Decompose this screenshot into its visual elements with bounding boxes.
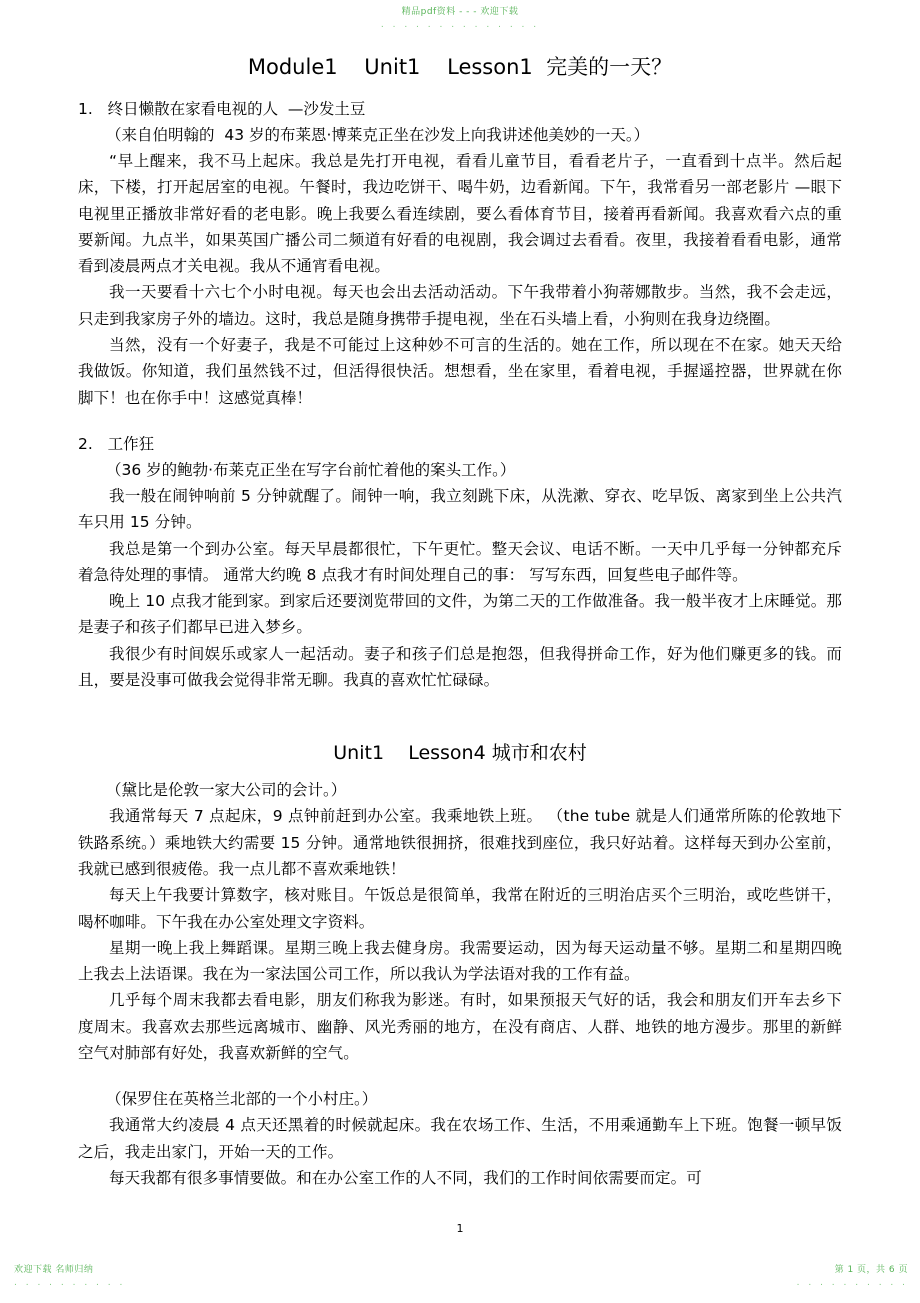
page-title: Module1 Unit1 Lesson1 完美的一天？ [247,55,673,79]
section-block-paul [78,1086,842,1191]
footer-watermark-left-text: 欢迎下载 名师归纳 [14,1265,94,1275]
header-watermark-dots: . . . . . . . . . . . . . . [380,20,540,30]
footer-page-indicator: 第 1 页，共 6 页 [834,1265,908,1275]
item-2-heading: 2. 工作狂 [78,434,155,453]
spacer [78,411,842,431]
debbie-paragraph-3: 星期一晚上我上舞蹈课。星期三晚上我去健身房。我需要运动，因为每天运动量不够。星期二和星期四晚上我去上法语课。我在为一家法国公司工作，所以我认为学法语对我的工作有益。 [78,938,842,984]
debbie-paragraph-1: 我通常每天 7 点起床，9 点钟前赶到办公室。我乘地铁上班。 （the tube 就是人们通常所陈的伦敦地下铁路系统。）乘地铁大约需要 15 分钟。通常地铁很拥挤，很难找到座位，我只好站着。这样每天到办公室前，我就已感到很疲倦。我一点儿都不喜欢乘地铁！ [78,807,842,878]
document-body [78,50,842,1191]
footer-watermark-right [797,1264,908,1289]
item-2-paragraph-4: 我很少有时间娱乐或家人一起活动。妻子和孩子们总是抱怨，但我得拼命工作，好为他们赚更多的钱。而且，要是没事可做我会觉得非常无聊。我真的喜欢忙忙碌碌。 [78,644,842,690]
page-number: 1 [456,1222,464,1235]
item-1-paragraph-1: “早上醒来，我不马上起床。我总是先打开电视，看看儿童节目，看看老片子，一直看到十点半。然后起床，下楼，打开起居室的电视。午餐时，我边吃饼干、喝牛奶，边看新闻。下午，我常看另一部老影片 —眼下电视里正播放非常好看的老电影。晚上我要么看连续剧，要么看体育节目，接着再看新闻。我喜欢看六点的重要新闻。九点半，如果英国广播公司二频道有好看的电视剧，我会调过去看看。夜里，我接着看看电影，通常看到凌晨两点才关电视。我从不通宵看电视。 [78,152,842,276]
item-2-paragraph-1: 我一般在闹钟响前 5 分钟就醒了。闹钟一响，我立刻跳下床，从洗漱、穿衣、吃早饭、离家到坐上公共汽车只用 15 分钟。 [78,486,842,532]
section-block-debbie [78,777,842,1066]
spacer [78,1066,842,1086]
header-watermark-text: 精品pdf资料 - - - 欢迎下载 [401,7,519,17]
debbie-paragraph-2: 每天上午我要计算数字，核对账目。午饭总是很简单，我常在附近的三明治店买个三明治，或吃些饼干，喝杯咖啡。下午我在办公室处理文字资料。 [78,886,842,931]
item-1-paragraph-3: 当然，没有一个好妻子，我是不可能过上这种妙不可言的生活的。她在工作，所以现在不在家。她天天给我做饭。你知道，我们虽然钱不过，但活得很快活。想想看，坐在家里，看着电视，手握遥控器，世界就在你脚下！也在你手中！这感觉真棒！ [78,336,842,407]
item-1-paragraph-2: 我一天要看十六七个小时电视。每天也会出去活动活动。下午我带着小狗蒂娜散步。当然，我不会走远，只走到我家房子外的墙边。这时，我总是随身携带手提电视，坐在石头墙上看，小狗则在我身边绕圈。 [78,283,842,328]
section-title-lesson4: Unit1 Lesson4 城市和农村 [333,742,587,765]
item-2-paragraph-3: 晚上 10 点我才能到家。到家后还要浏览带回的文件，为第二天的工作做准备。我一般半夜才上床睡觉。那是妻子和孩子们都早已进入梦乡。 [78,592,842,637]
paul-note: （保罗住在英格兰北部的一个小村庄。） [106,1090,378,1109]
item-2-paragraph-2: 我总是第一个到办公室。每天早晨都很忙，下午更忙。整天会议、电话不断。一天中几乎每一分钟都充斥着急待处理的事情。 通常大约晚 8 点我才有时间处理自己的事： 写写东西，回复些电子邮件等。 [78,539,842,584]
item-1-note: （来自伯明翰的 43 岁的布莱恩·博莱克正坐在沙发上向我讲述他美妙的一天。） [106,126,650,144]
footer-watermark-right-dots: . . . . . . . . . . [796,1278,908,1288]
paul-paragraph-2: 每天我都有很多事情要做。和在办公室工作的人不同，我们的工作时间依需要而定。可 [109,1168,702,1187]
debbie-note: （黛比是伦敦一家大公司的会计。） [106,781,347,800]
footer-watermark-left [14,1264,125,1289]
header-watermark [0,6,920,31]
list-item [78,431,842,693]
footer-watermark-left-dots: . . . . . . . . . . [14,1278,126,1288]
debbie-paragraph-4: 几乎每个周末我都去看电影，朋友们称我为影迷。有时，如果预报天气好的话，我会和朋友们开车去乡下度周末。我喜欢去那些远离城市、幽静、风光秀丽的地方，在没有商店、人群、地铁的地方漫步。那里的新鲜空气对肺部有好处，我喜欢新鲜的空气。 [78,991,842,1063]
item-1-heading: 1. 终日懒散在家看电视的人 —沙发土豆 [78,100,366,118]
list-item [78,96,842,411]
item-2-note: （36 岁的鲍勃·布莱克正坐在写字台前忙着他的案头工作。） [106,460,516,479]
spacer [78,693,842,723]
paul-paragraph-1: 我通常大约凌晨 4 点天还黑着的时候就起床。我在农场工作、生活，不用乘通勤车上下班。饱餐一顿早饭之后，我走出家门，开始一天的工作。 [78,1116,842,1161]
